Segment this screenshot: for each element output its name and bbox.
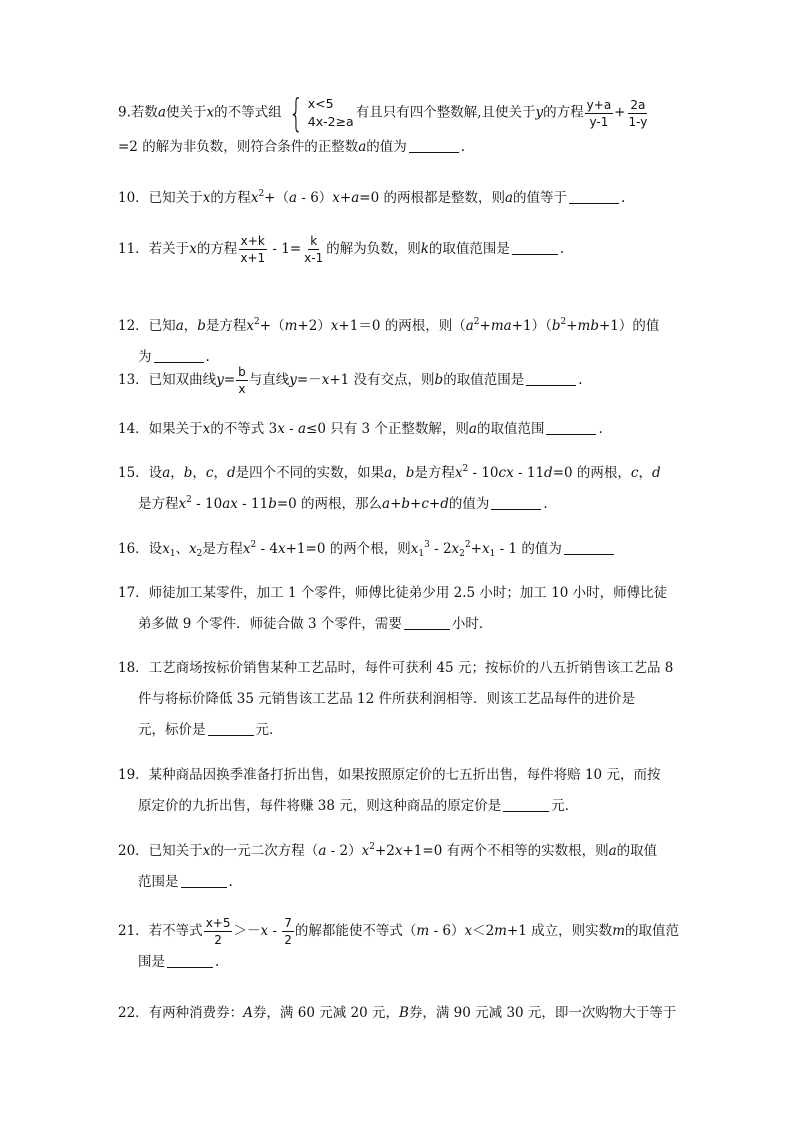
question-20: 20．已知关于x的一元二次方程$(a - 2)x^2+2x+1=0$ 有两个不相等的实数根，则a的取值 范围是 . <box>118 842 658 890</box>
answer-blank[interactable] <box>404 615 450 630</box>
question-16: 16．设$x_1$、$x_2$是方程$x^2 - 4x+1=0$ 的两个根，则$x_1^3 - 2x_2^2+x_1 - 1$ 的值为 <box>118 538 678 560</box>
question-10: 10．已知关于x的方程$x^2+(a - 6)x+a=0$ 的两根都是整数，则a的值等于 . <box>118 189 626 206</box>
answer-blank[interactable] <box>503 797 549 812</box>
answer-blank[interactable] <box>181 873 227 888</box>
fraction: $\frac{x+k}{x+1}$ <box>240 234 266 265</box>
q9-text: =2 的解为非负数，则符合条件的正整数 <box>118 139 359 155</box>
q9-text: 使关于 <box>165 104 207 121</box>
fraction: $\frac{2a}{1-y}$ <box>628 97 648 129</box>
var-a: a <box>157 104 166 121</box>
question-18: 18．工艺商场按标价销售某种工艺品时，每件可获利 45 元；按标价的八五折销售该工艺品 8 件与将标价降低 35 元销售该工艺品 12 件所获利润相等．则该工艺品每件的进价是 元，标价是 元． <box>118 660 674 738</box>
q9-text: 9.若数 <box>118 104 158 121</box>
question-19: 19．某种商品因换季准备打折出售，如果按照原定价的七五折出售，每件将赔 10 元，而按 原定价的九折出售，每件将赚 38 元，则这种商品的原定价是 元． <box>118 767 661 814</box>
var-y: y <box>535 104 544 121</box>
fraction: $\frac{x+5}{2}$ <box>205 916 231 947</box>
q9-text: 有且只有四个整数解,且使关于 <box>355 104 536 121</box>
question-14: 14．如果关于x的不等式 3x - a≤0 只有 3 个正整数解，则a的取值范围 . <box>118 421 603 437</box>
answer-blank[interactable] <box>409 138 459 153</box>
question-11: 11．若关于x的方程 $\frac{x+k}{x+1}$ - 1= $\frac{k}{x-1}$ 的解为负数，则k的取值范围是 . <box>118 234 565 265</box>
question-12: 12．已知a，b是方程$x^2+(m+2)x+1=0$ 的两根，则$(a^2+ma+1)(b^2+mb+1)$的值 为 . <box>118 317 660 365</box>
var-x: x <box>206 104 215 121</box>
system-line-2: 4x-2≥a <box>307 114 354 129</box>
answer-blank[interactable] <box>569 189 619 204</box>
answer-blank[interactable] <box>491 495 541 510</box>
answer-blank[interactable] <box>564 540 614 555</box>
answer-blank[interactable] <box>208 721 254 736</box>
q9-text: 的不等式组 <box>214 104 282 121</box>
fraction: $\frac{y+a}{y-1}$ <box>586 97 612 129</box>
answer-blank[interactable] <box>546 420 596 435</box>
question-15: 15．设a，b，c，d是四个不同的实数，如果a，b是方程$x^2 - 10cx - 11d=0$ 的两根，c，d 是方程$x^2 - 10ax - 11b=0$ 的两根，那么a+b+c+d的值为 . <box>118 464 661 512</box>
answer-blank[interactable] <box>512 240 558 255</box>
brace-icon: { <box>288 91 303 135</box>
fraction: $\frac{7}{2}$ <box>284 916 292 947</box>
question-22: 22．有两种消费券：A券，满 60 元减 20 元，B券，满 90 元减 30 元，即一次购物大于等于 <box>118 1005 677 1021</box>
fraction: $\frac{b}{x}$ <box>238 365 246 396</box>
question-21: 21．若不等式 $\frac{x+5}{2}$ ＞－x - $\frac{7}{2}$ 的解都能使不等式（m - 6）x＜2m+1 成立，则实数m的取值范 围是 . <box>118 916 679 970</box>
answer-blank[interactable] <box>167 953 213 968</box>
question-13: 13．已知双曲线y= $\frac{b}{x}$ 与直线y=－x+1 没有交点，则b的取值范围是 . <box>118 365 583 396</box>
fraction: $\frac{k}{x-1}$ <box>304 234 324 265</box>
answer-blank[interactable] <box>154 348 204 363</box>
question-17: 17．师徒加工某零件，加工 1 个零件，师傅比徒弟少用 2.5 小时；加工 10 小时，师傅比徒 弟多做 9 个零件．师徒合做 3 个零件，需要 小时． <box>118 585 668 632</box>
q9-text: 的方程 <box>543 104 584 121</box>
system-line-1: x<5 <box>307 96 334 111</box>
inequality-system <box>284 91 354 135</box>
question-9: 9.若数a使关于x的不等式组 { x<5 4x-2≥a 有且只有四个整数解,且使关于y的方程 $\frac{y+a}{y-1}$ + $\frac{2a}{1-y}$ =2 的解为非负数，则符合条件的正整数a的值为 . <box>118 91 648 155</box>
answer-blank[interactable] <box>526 371 576 386</box>
